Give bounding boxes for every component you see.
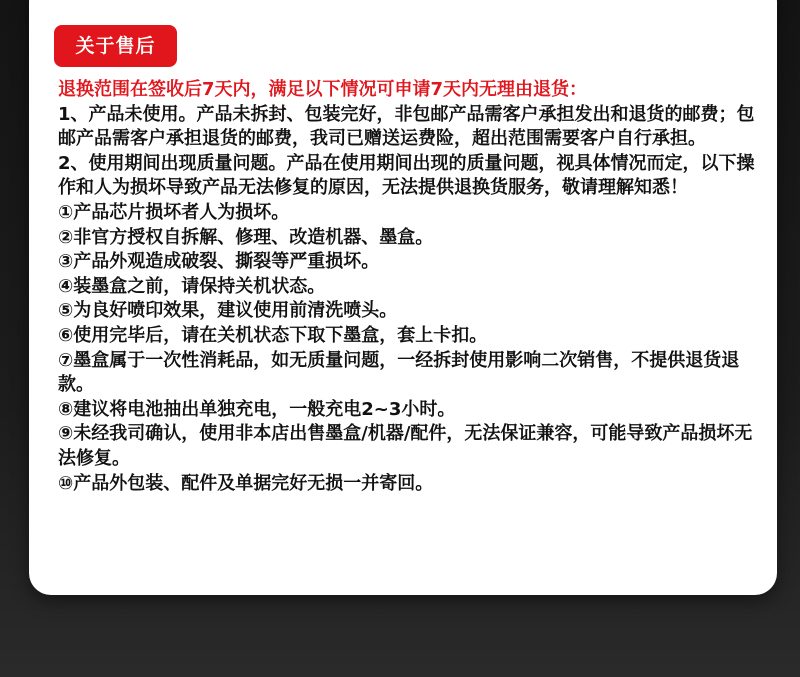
list-item: ⑥使用完毕后，请在关机状态下取下墨盒，套上卡扣。 — [58, 324, 488, 346]
list-item: ⑩产品外包装、配件及单据完好无损一并寄回。 — [58, 472, 434, 494]
after-sales-card — [29, 0, 777, 595]
after-sales-badge: 关于售后 — [54, 25, 177, 67]
list-item: ⑨未经我司确认，使用非本店出售墨盒/机器/配件，无法保证兼容，可能导致产品损坏无法修复。 — [58, 423, 753, 469]
list-item: ③产品外观造成破裂、撕裂等严重损坏。 — [58, 251, 380, 273]
return-scope-intro: 退换范围在签收后7天内，满足以下情况可申请7天内无理由退货： — [58, 79, 588, 100]
list-item: ⑦墨盒属于一次性消耗品，如无质量问题，一经拆封使用影响二次销售，不提供退货退款。 — [58, 349, 740, 396]
rule-unused-product: 1、产品未使用。产品未拆封、包装完好，非包邮产品需客户承担发出和退货的邮费；包邮产品需客户承担退货的邮费，我司已赠送运费险，超出范围需要客户自行承担。 — [58, 103, 755, 150]
rule-quality-issue: 2、使用期间出现质量问题。产品在使用期间出现的质量问题，视具体情况而定，以下操作和人为损坏导致产品无法修复的原因，无法提供退换货服务，敬请理解知悉！ — [58, 152, 755, 199]
list-item: ④装墨盒之前，请保持关机状态。 — [58, 275, 326, 297]
list-item: ②非官方授权自拆解、修理、改造机器、墨盒。 — [58, 226, 434, 248]
list-item: ⑤为良好喷印效果，建议使用前清洗喷头。 — [58, 300, 398, 322]
list-item: ①产品芯片损坏者人为损坏。 — [58, 201, 290, 223]
after-sales-policy — [58, 78, 758, 496]
list-item: ⑧建议将电池抽出单独充电，一般充电2~3小时。 — [58, 398, 456, 420]
